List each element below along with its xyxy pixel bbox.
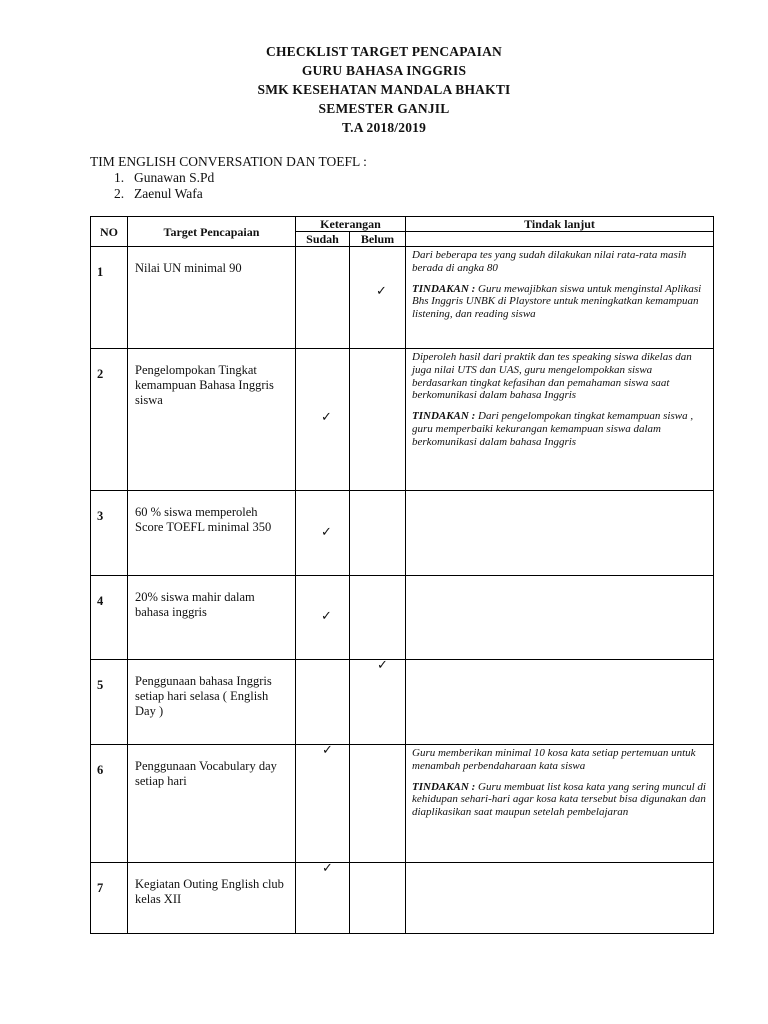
tindakan-label: TINDAKAN : [412,410,476,423]
target-text: 20% siswa mahir dalam bahasa inggris [128,576,296,660]
tindak-lanjut-cell [406,349,714,491]
team-member-number: 2. [114,186,125,201]
row-number: 4 [91,576,128,660]
title-line-5: T.A 2018/2019 [341,120,427,135]
tindakan-text: Guru mewajibkan siswa untuk menginstal Aplikasi Bhs Inggris UNBK di Playstore untuk meningkatkan kemampuan listening, dan reading siswa [412,282,702,321]
belum-cell [350,576,406,660]
check-icon: ✓ [321,608,332,623]
target-text: Penggunaan Vocabulary day setiap hari [128,745,296,863]
team-member-list [90,170,367,202]
team-member-name: Zaenul Wafa [134,186,203,201]
row-number: 2 [91,349,128,491]
header-keterangan: Keterangan [296,217,406,232]
team-section [90,154,367,202]
check-icon: ✓ [322,860,333,875]
checklist-table [90,216,714,934]
sudah-cell [296,660,350,745]
sudah-cell [296,860,350,934]
table-row [91,349,714,491]
title-line-2: GURU BAHASA INGGRIS [301,63,467,78]
target-text: 60 % siswa memperoleh Score TOEFL minimal 350 [128,491,296,576]
target-text: Kegiatan Outing English club kelas XII [128,863,296,934]
tindak-lanjut-cell [406,576,714,660]
sudah-cell [296,491,350,576]
target-text: Pengelompokan Tingkat kemampuan Bahasa Inggris siswa [128,349,296,491]
title-line-1: CHECKLIST TARGET PENCAPAIAN [266,44,502,59]
team-member-name: Gunawan S.Pd [134,170,215,185]
tindak-lanjut-cell [406,491,714,576]
tindak-lanjut-cell [406,247,714,349]
tindakan-label: TINDAKAN : [412,282,476,295]
belum-cell [350,349,406,491]
table-row [91,576,714,660]
check-icon: ✓ [321,524,332,539]
sudah-cell [296,349,350,491]
sudah-cell [296,247,350,349]
target-text: Nilai UN minimal 90 [128,247,296,349]
tindak-note: Dari beberapa tes yang sudah dilakukan nilai rata-rata masih berada di angka 80 [412,249,687,274]
check-icon: ✓ [376,283,387,298]
tindakan-label: TINDAKAN : [412,780,476,793]
belum-cell [350,247,406,349]
belum-cell [350,863,406,934]
table-row [91,247,714,349]
belum-cell [350,745,406,863]
belum-cell [350,657,406,745]
table-row [91,863,714,934]
row-number: 3 [91,491,128,576]
check-icon: ✓ [377,657,388,672]
target-text: Penggunaan bahasa Inggris setiap hari selasa ( English Day ) [128,660,296,745]
tindak-lanjut-cell [406,745,714,863]
sudah-cell [296,742,350,863]
table-row [91,660,714,745]
row-number: 1 [91,247,128,349]
tindakan-text: Dari pengelompokan tingkat kemampuan siswa , guru memperbaiki kekurangan kemampuan siswa dalam berkomunikasi dalam bahasa Inggris [412,410,694,448]
team-member [114,186,367,202]
team-member [114,170,367,186]
belum-cell [350,491,406,576]
team-member-number: 1. [114,170,125,185]
table-row [91,491,714,576]
header-no: NO [91,217,128,247]
tindakan-text: Guru membuat list kosa kata yang sering muncul di kehidupan sehari-hari agar kosa kata tersebut bisa digunakan dan diaplikasikan saat maupun setelah pembelajaran [412,780,706,819]
row-number: 7 [91,863,128,934]
tindak-lanjut-cell [406,660,714,745]
title-line-3: SMK KESEHATAN MANDALA BHAKTI [257,82,511,97]
header-sudah: Sudah [296,232,350,247]
check-icon: ✓ [321,409,332,424]
document-title [0,42,768,137]
header-target: Target Pencapaian [128,217,296,247]
tindak-lanjut-cell [406,863,714,934]
row-number: 6 [91,745,128,863]
team-heading: TIM ENGLISH CONVERSATION DAN TOEFL : [90,154,367,169]
tindak-note: Diperoleh hasil dari praktik dan tes speaking siswa dikelas dan juga nilai UTS dan UAS, guru mengelompokkan siswa berdasarkan tingkat kefasihan dan pemahaman siswa saat berkomunikasi dalam bahasa Inggris [412,351,692,402]
title-line-4: SEMESTER GANJIL [318,101,450,116]
tindak-note: Guru memberikan minimal 10 kosa kata setiap pertemuan untuk menambah perbendaharaan kata siswa [412,747,696,772]
check-icon: ✓ [322,742,333,757]
sudah-cell [296,576,350,660]
header-tindak-blank [406,232,714,247]
table-row [91,745,714,863]
header-tindak-lanjut: Tindak lanjut [406,217,714,232]
header-belum: Belum [350,232,406,247]
row-number: 5 [91,660,128,745]
